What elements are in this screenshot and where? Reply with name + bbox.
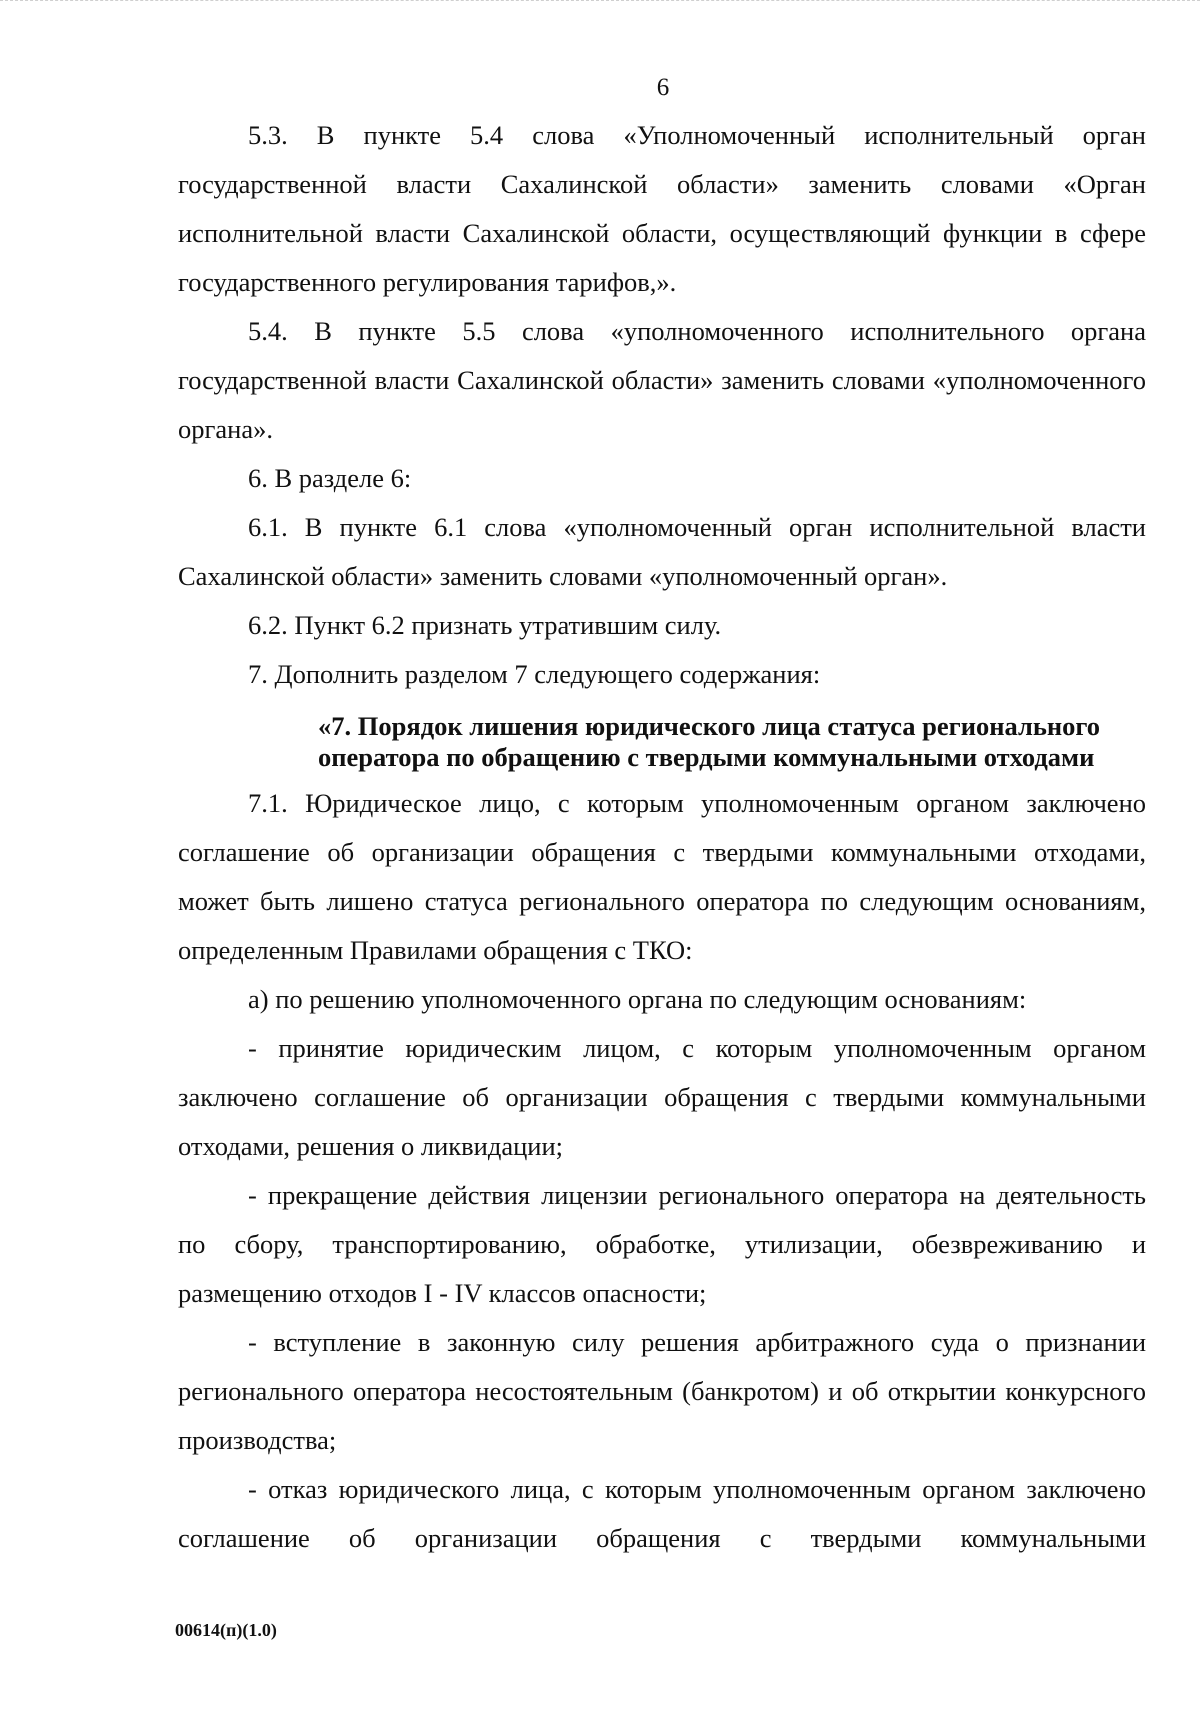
paragraph-6: 6. В разделе 6: bbox=[248, 463, 412, 493]
paragraph-7-1: 7.1. Юридическое лицо, с которым уполномоченным органом заключено соглашение об организации обращения с твердыми коммунальными отходами, может быть лишено статуса регионального оператора по следующим основаниям, определенным Правилами обращения с ТКО: bbox=[178, 788, 1146, 965]
paragraph-7: 7. Дополнить разделом 7 следующего содержания: bbox=[248, 659, 821, 689]
document-code: 00614(п)(1.0) bbox=[175, 1620, 277, 1640]
list-item-license: - прекращение действия лицензии регионального оператора на деятельность по сбору, транспортированию, обработке, утилизации, обезвреживанию и размещению отходов I - IV классов опасности; bbox=[178, 1180, 1146, 1308]
document-body bbox=[178, 111, 1146, 1563]
paragraph-5-3: 5.3. В пункте 5.4 слова «Уполномоченный исполнительный орган государственной власти Сахалинской области» заменить словами «Орган исполнительной власти Сахалинской области, осуществляющий функции в сфере государственного регулирования тарифов,». bbox=[178, 120, 1146, 297]
list-item-liquidation: - принятие юридическим лицом, с которым уполномоченным органом заключено соглашение об организации обращения с твердыми коммунальными отходами, решения о ликвидации; bbox=[178, 1033, 1146, 1161]
scan-edge-line bbox=[0, 0, 1200, 3]
list-item-refusal: - отказ юридического лица, с которым уполномоченным органом заключено соглашение об организации обращения с твердыми коммунальными bbox=[178, 1474, 1146, 1553]
paragraph-6-1: 6.1. В пункте 6.1 слова «уполномоченный орган исполнительной власти Сахалинской области» заменить словами «уполномоченный орган». bbox=[178, 512, 1146, 591]
paragraph-5-4: 5.4. В пункте 5.5 слова «уполномоченного исполнительного органа государственной власти Сахалинской области» заменить словами «уполномоченного органа». bbox=[178, 316, 1146, 444]
paragraph-6-2: 6.2. Пункт 6.2 признать утратившим силу. bbox=[248, 610, 722, 640]
list-item-bankruptcy: - вступление в законную силу решения арбитражного суда о признании регионального оператора несостоятельным (банкротом) и об открытии конкурсного производства; bbox=[178, 1327, 1146, 1455]
paragraph-a: а) по решению уполномоченного органа по следующим основаниям: bbox=[248, 984, 1027, 1014]
page-number: 6 bbox=[656, 74, 670, 101]
section-7-heading-line-2: оператора по обращению с твердыми коммунальными отходами bbox=[318, 742, 1095, 772]
section-7-heading-line-1: «7. Порядок лишения юридического лица статуса регионального bbox=[318, 711, 1100, 741]
section-7-heading bbox=[178, 699, 1146, 779]
